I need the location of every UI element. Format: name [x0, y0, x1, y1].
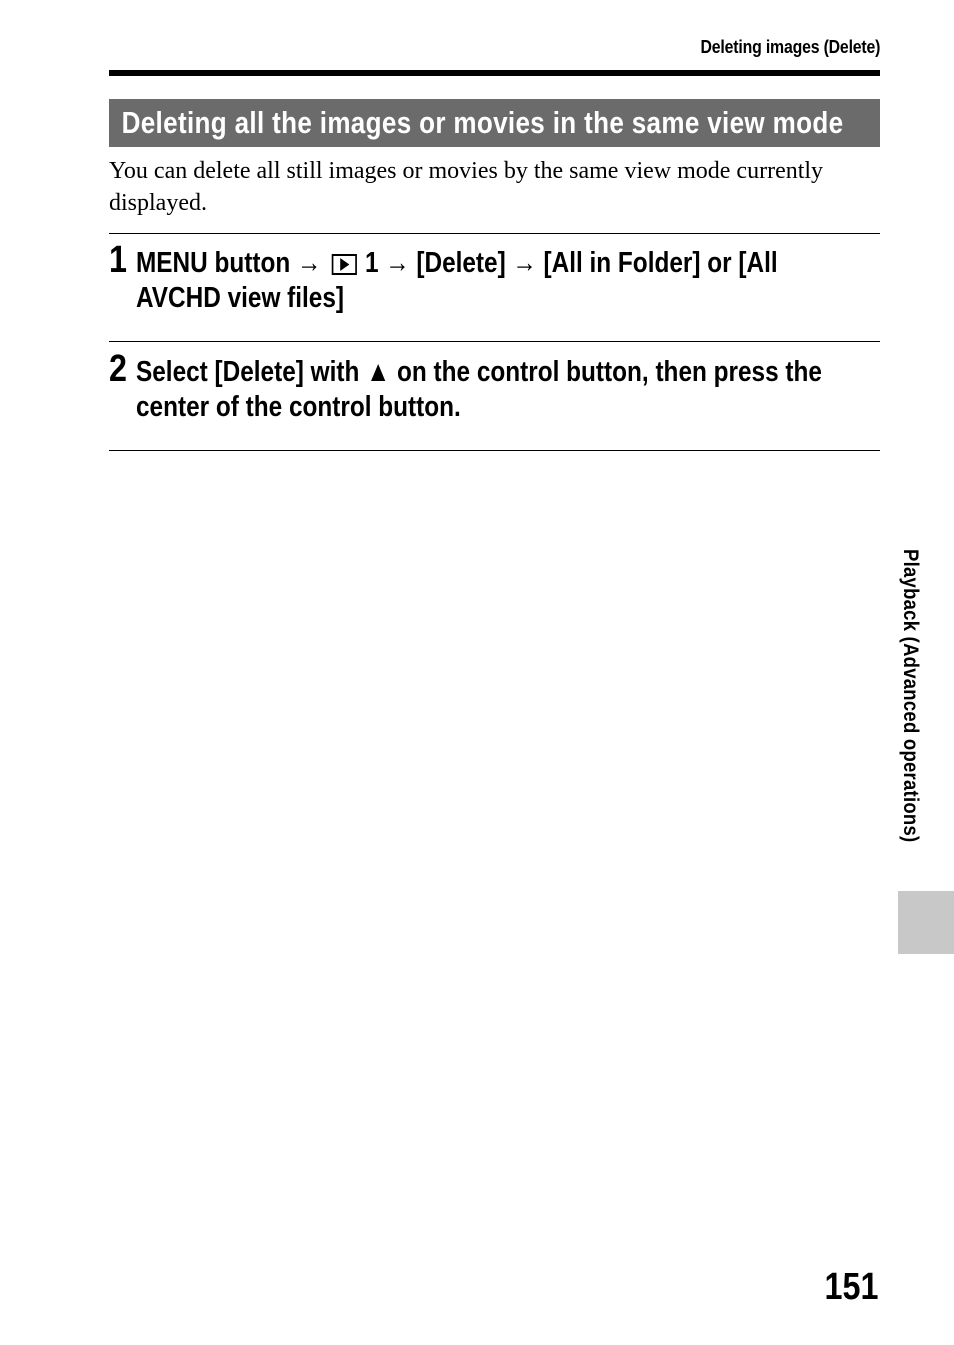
step-line: center of the control button. — [136, 391, 461, 423]
section-title: Deleting all the images or movies in the same view mode — [121, 105, 844, 140]
menu-tab-number: 1 — [365, 247, 379, 279]
header-rule — [109, 70, 880, 76]
running-header: Deleting images (Delete) — [700, 37, 880, 57]
menu-button-text: MENU button — [136, 247, 291, 279]
playback-icon — [331, 254, 356, 275]
step-number: 2 — [109, 348, 127, 390]
up-triangle-icon: ▲ — [366, 356, 391, 388]
step-divider — [109, 341, 880, 342]
intro-paragraph: You can delete all still images or movies by the same view mode currently displayed. — [109, 158, 824, 216]
step-text — [136, 355, 858, 425]
step-text-part: Select [Delete] with — [136, 356, 360, 388]
step-number: 1 — [109, 239, 127, 281]
arrow-icon: → — [512, 247, 537, 279]
step-line — [136, 355, 858, 390]
step-line: AVCHD view files] — [136, 282, 345, 314]
delete-menu-text: [Delete] — [416, 247, 506, 279]
step-line — [136, 246, 858, 281]
page-number: 151 — [824, 1266, 878, 1308]
option-text: [All in Folder] or [All — [543, 247, 778, 279]
arrow-icon: → — [296, 247, 322, 279]
step-text-part: on the control button, then press the — [397, 356, 822, 388]
arrow-icon: → — [385, 247, 410, 279]
step-text — [136, 246, 858, 316]
step-divider — [109, 450, 880, 451]
side-tab-label: Playback (Advanced operations) — [899, 549, 922, 843]
step-divider — [109, 233, 880, 234]
section-heading — [109, 99, 880, 147]
chapter-tab-marker — [898, 891, 954, 954]
